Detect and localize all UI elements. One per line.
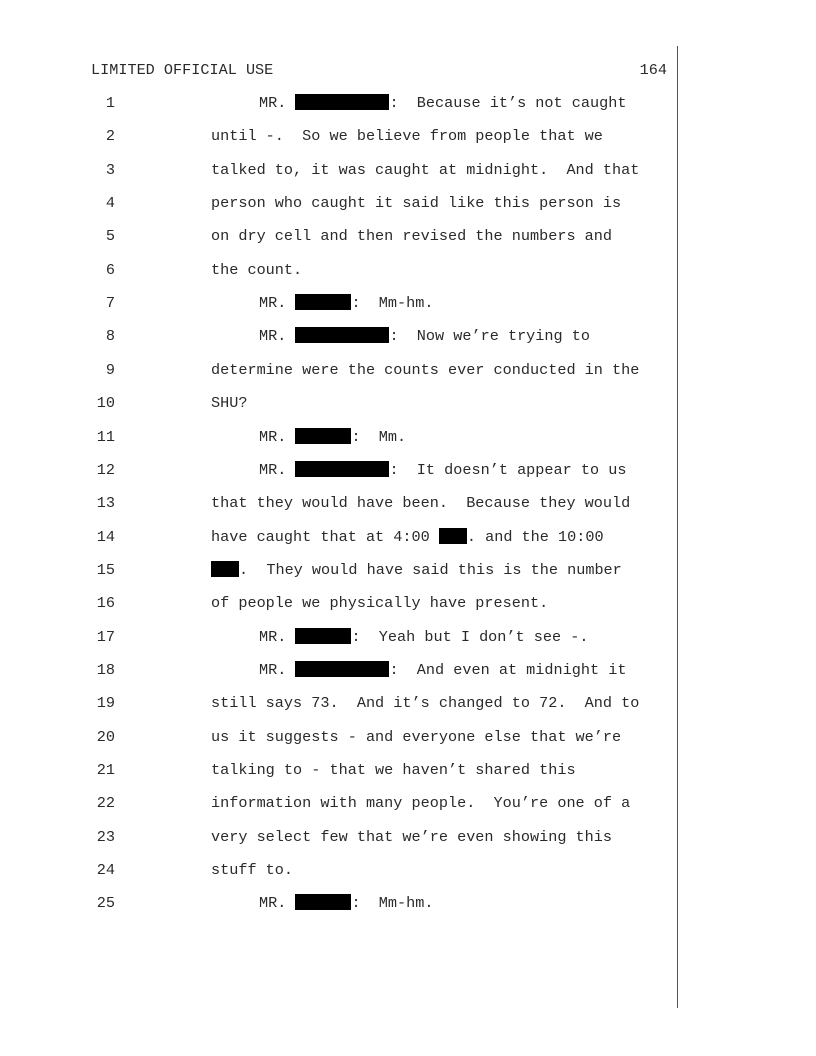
line-text-segment: MR. [259, 660, 296, 679]
transcript-line [0, 394, 680, 416]
line-text-segment: MR. [259, 894, 296, 913]
line-number: 2 [105, 127, 115, 146]
line-text-segment: still says 73. And it’s changed to 72. And to [211, 694, 640, 713]
transcript-line [0, 127, 680, 149]
line-text-segment: us it suggests - and everyone else that we’re [211, 727, 622, 746]
line-number: 25 [96, 894, 115, 913]
line-text-segment: SHU? [211, 394, 248, 413]
line-text-segment: talking to - that we haven’t shared this [211, 761, 576, 779]
line-text-segment: MR. [259, 427, 296, 446]
transcript-line [0, 828, 680, 850]
line-number: 16 [96, 594, 115, 613]
line-text-segment: : Mm. [351, 427, 407, 446]
page-number: 164 [639, 61, 667, 79]
redaction-box [295, 661, 389, 677]
redaction-box [295, 327, 389, 343]
line-text-segment: : Yeah but I don’t see -. [351, 627, 589, 646]
transcript-line [0, 194, 680, 216]
line-text [259, 94, 626, 112]
line-text-segment: stuff to. [211, 861, 294, 880]
transcript-line [0, 594, 680, 616]
line-text [211, 361, 639, 379]
line-text [211, 794, 630, 812]
transcript-line [0, 494, 680, 516]
line-text-segment: MR. [259, 327, 296, 346]
redaction-box [295, 461, 389, 477]
line-text [211, 694, 639, 712]
line-text-segment: determine were the counts ever conducted in the [211, 360, 640, 379]
line-text [211, 261, 302, 279]
line-text-segment: : Mm-hm. [351, 294, 434, 313]
transcript-line [0, 361, 680, 383]
transcript-line [0, 461, 680, 483]
line-number: 24 [96, 861, 115, 880]
line-text-segment: : Now we’re trying to [389, 327, 590, 346]
line-text [259, 294, 434, 312]
line-text [211, 828, 612, 846]
line-number: 6 [105, 260, 115, 279]
redaction-box [295, 894, 351, 910]
line-text-segment: have caught that at 4:00 [211, 527, 439, 546]
redaction-box [295, 94, 389, 110]
line-text [211, 194, 621, 212]
line-text [259, 461, 626, 479]
line-text-segment: on dry cell and then revised the numbers and [211, 227, 613, 246]
transcript-line [0, 694, 680, 716]
line-number: 18 [96, 660, 115, 679]
line-number: 19 [96, 694, 115, 713]
line-text-segment: that they would have been. Because they would [211, 494, 631, 513]
line-number: 1 [105, 94, 115, 112]
classification-header: LIMITED OFFICIAL USE [91, 61, 274, 79]
line-text-segment: until -. So we believe from people that we [211, 127, 603, 146]
line-number: 20 [96, 727, 115, 746]
line-text-segment: : It doesn’t appear to us [389, 460, 627, 479]
line-text [211, 161, 639, 179]
transcript-line [0, 327, 680, 349]
line-text-segment: : And even at midnight it [389, 660, 627, 679]
transcript-line [0, 861, 680, 883]
line-text [211, 761, 576, 779]
line-text [259, 327, 590, 345]
transcript-line [0, 528, 680, 550]
transcript-line [0, 761, 680, 783]
line-text [259, 628, 588, 646]
line-text-segment: MR. [259, 627, 296, 646]
line-text-segment: information with many people. You’re one of a [211, 794, 631, 813]
transcript-line [0, 728, 680, 750]
line-number: 8 [105, 327, 115, 346]
transcript-line [0, 428, 680, 450]
transcript-line [0, 294, 680, 316]
redaction-box [439, 528, 467, 544]
line-text [211, 227, 612, 245]
line-text-segment: talked to, it was caught at midnight. And that [211, 160, 640, 179]
line-text [259, 894, 434, 912]
line-text [211, 528, 604, 546]
redaction-box [295, 294, 351, 310]
line-text [211, 861, 293, 879]
line-text-segment: MR. [259, 294, 296, 313]
line-text-segment: person who caught it said like this person is [211, 194, 622, 213]
redaction-box [295, 628, 351, 644]
line-number: 11 [96, 427, 115, 446]
line-number: 12 [96, 460, 115, 479]
line-text [211, 394, 247, 412]
transcript-line [0, 661, 680, 683]
line-text [259, 661, 626, 679]
line-number: 9 [105, 360, 115, 379]
line-text-segment: MR. [259, 94, 296, 112]
line-text [211, 728, 621, 746]
line-text-segment: the count. [211, 260, 303, 279]
line-text-segment: very select few that we’re even showing this [211, 827, 613, 846]
line-number: 10 [96, 394, 115, 413]
redaction-box [295, 428, 351, 444]
line-number: 17 [96, 627, 115, 646]
line-text-segment: of people we physically have present. [211, 594, 549, 613]
transcript-line [0, 161, 680, 183]
transcript-line [0, 561, 680, 583]
line-number: 3 [105, 160, 115, 179]
line-number: 4 [105, 194, 115, 213]
redaction-box [211, 561, 239, 577]
line-text-segment: : Because it’s not caught [389, 94, 627, 112]
line-number: 15 [96, 560, 115, 579]
line-number: 23 [96, 827, 115, 846]
transcript-line [0, 628, 680, 650]
line-number: 13 [96, 494, 115, 513]
transcript-line [0, 261, 680, 283]
line-text [211, 494, 630, 512]
line-text-segment: . and the 10:00 [466, 527, 604, 546]
line-text-segment: MR. [259, 460, 296, 479]
line-text [211, 561, 622, 579]
line-text [211, 594, 548, 612]
line-text-segment: . They would have said this is the number [239, 560, 622, 579]
line-text [259, 428, 406, 446]
line-number: 21 [96, 761, 115, 779]
line-text-segment: : Mm-hm. [351, 894, 434, 913]
transcript-line [0, 894, 680, 916]
transcript-line [0, 227, 680, 249]
transcript-line [0, 794, 680, 816]
transcript-line [0, 94, 680, 116]
line-number: 14 [96, 527, 115, 546]
line-number: 5 [105, 227, 115, 246]
line-text [211, 127, 603, 145]
line-number: 7 [105, 294, 115, 313]
line-number: 22 [96, 794, 115, 813]
